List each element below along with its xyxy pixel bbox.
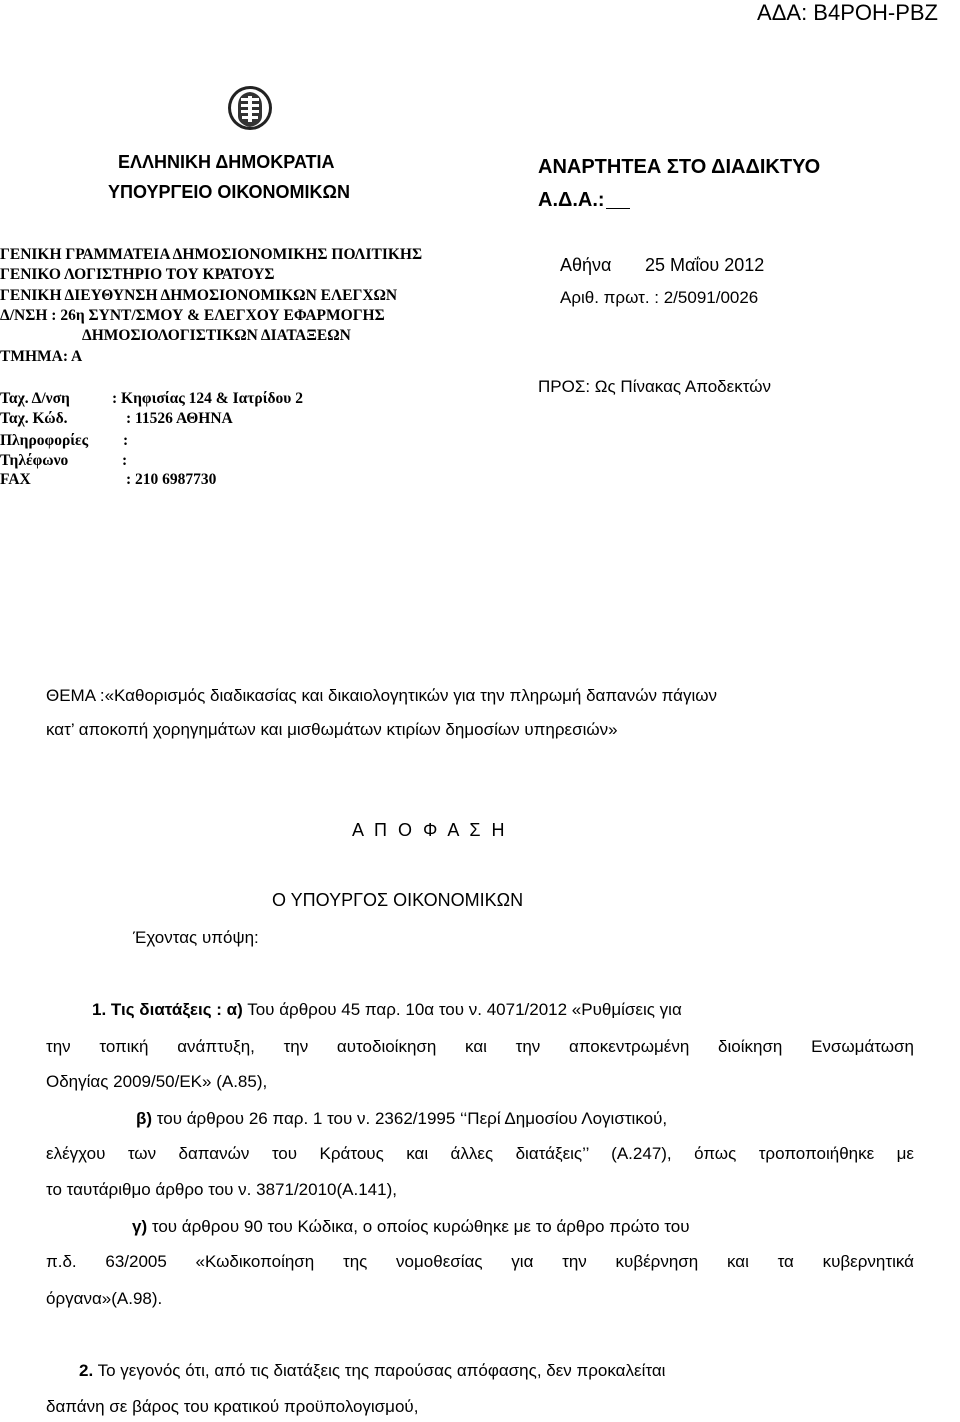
item-number: 2.: [79, 1361, 94, 1380]
ada-underline: [606, 208, 630, 209]
sub-item-marker: γ): [132, 1217, 148, 1236]
item-text: Το γεγονός ότι, από τις διατάξεις της παρούσας απόφασης, δεν προκαλείται: [97, 1361, 666, 1380]
item-text: του άρθρου 90 του Κώδικα, ο οποίος κυρώθηκε με το άρθρο πρώτο του: [151, 1217, 690, 1236]
considering-label: Έχοντας υπόψη:: [133, 928, 259, 947]
paragraph-line: Οδηγίας 2009/50/ΕΚ» (Α.85),: [46, 1072, 268, 1091]
item-text: Του άρθρου 45 παρ. 10α του ν. 4071/2012 «Ρυθμίσεις για: [247, 1000, 682, 1019]
ada-code: ΑΔΑ: Β4ΡΟΗ-ΡΒΖ: [757, 0, 938, 25]
paragraph-line: την τοπική ανάπτυξη, την αυτοδιοίκηση και την αποκεντρωμένη διοίκηση Ενσωμάτωση: [46, 1037, 914, 1056]
paragraph-line: το ταυτάριθμο άρθρο του ν. 3871/2010(Α.141),: [46, 1180, 397, 1199]
recipients: ΠΡΟΣ: Ως Πίνακας Αποδεκτών: [538, 377, 771, 396]
address-value: :: [122, 452, 128, 469]
address-value: : 11526 ΑΘΗΝΑ: [126, 410, 233, 427]
item-number: 1.: [92, 1000, 107, 1019]
decision-title: Α Π Ο Φ Α Σ Η: [352, 820, 508, 840]
date-value: 25 Μαΐου 2012: [645, 255, 765, 275]
paragraph-line: δαπάνη σε βάρος του κρατικού προϋπολογισμού,: [46, 1397, 419, 1416]
paragraph-line: π.δ. 63/2005 «Κωδικοποίηση της νομοθεσίας για την κυβέρνηση και τα κυβερνητικά: [46, 1252, 914, 1271]
date-place: Αθήνα: [560, 255, 612, 275]
header-line: ΓΕΝΙΚΗ ΓΡΑΜΜΑΤΕΙΑ ΔΗΜΟΣΙΟΝΟΜΙΚΗΣ ΠΟΛΙΤΙΚΗΣ: [0, 246, 423, 263]
address-value: : Κηφισίας 124 & Ιατρίδου 2: [112, 390, 303, 407]
header-line: ΓΕΝΙΚΗ ΔΙΕΥΘΥΝΣΗ ΔΗΜΟΣΙΟΝΟΜΙΚΩΝ ΕΛΕΓΧΩΝ: [0, 287, 398, 304]
header-line: ΤΜΗΜΑ: Α: [0, 348, 83, 365]
paragraph-line: [92, 1000, 914, 1020]
sub-item-marker: α): [226, 1000, 243, 1019]
address-label: Πληροφορίες: [0, 432, 89, 449]
address-row: [0, 452, 400, 472]
item-heading: Τις διατάξεις :: [110, 1000, 222, 1019]
address-row: [0, 410, 400, 430]
publish-notice: ΑΝΑΡΤΗΤΕΑ ΣΤΟ ΔΙΑΔΙΚΤΥΟ: [538, 156, 821, 178]
ministry-name: ΥΠΟΥΡΓΕΙΟ ΟΙΚΟΝΟΜΙΚΩΝ: [108, 182, 350, 202]
address-value: : 210 6987730: [126, 471, 217, 488]
greek-coat-of-arms-icon: [226, 84, 274, 132]
address-row: [0, 432, 400, 452]
sub-item-marker: β): [136, 1109, 153, 1128]
theme-line: κατ’ αποκοπή χορηγημάτων και μισθωμάτων κτιρίων δημοσίων υπηρεσιών»: [46, 720, 618, 739]
paragraph-line: [136, 1109, 914, 1129]
header-line: ΔΗΜΟΣΙΟΛΟΓΙΣΤΙΚΩΝ ΔΙΑΤΑΞΕΩΝ: [82, 327, 351, 344]
paragraph-line: [79, 1361, 914, 1381]
address-row: [0, 390, 400, 410]
header-line: Δ/ΝΣΗ : 26η ΣΥΝΤ/ΣΜΟΥ & ΕΛΕΓΧΟΥ ΕΦΑΡΜΟΓΗΣ: [0, 307, 385, 324]
theme-line: ΘΕΜΑ :«Καθορισμός διαδικασίας και δικαιολογητικών για την πληρωμή δαπανών πάγιων: [46, 686, 718, 705]
ada-label: Α.Δ.Α.:: [538, 189, 605, 211]
address-label: Τηλέφωνο: [0, 452, 69, 469]
header-line: ΓΕΝΙΚΟ ΛΟΓΙΣΤΗΡΙΟ ΤΟΥ ΚΡΑΤΟΥΣ: [0, 266, 275, 283]
address-value: :: [123, 432, 129, 449]
paragraph-line: ελέγχου των δαπανών του Κράτους και άλλες διατάξεις’’ (Α.247), όπως τροποποιήθηκε με: [46, 1144, 914, 1163]
minister-title: Ο ΥΠΟΥΡΓΟΣ ΟΙΚΟΝΟΜΙΚΩΝ: [272, 890, 524, 910]
item-text: του άρθρου 26 παρ. 1 του ν. 2362/1995 ‘‘Περί Δημοσίου Λογιστικού,: [156, 1109, 668, 1128]
protocol-number: Αριθ. πρωτ. : 2/5091/0026: [560, 288, 759, 307]
address-label: Ταχ. Δ/νση: [0, 390, 70, 407]
address-label: Ταχ. Κώδ.: [0, 410, 68, 427]
address-label: FAX: [0, 471, 31, 488]
address-row: [0, 471, 400, 491]
country-name: ΕΛΛΗΝΙΚΗ ΔΗΜΟΚΡΑΤΙΑ: [118, 152, 335, 172]
paragraph-line: όργανα»(Α.98).: [46, 1289, 163, 1308]
paragraph-line: [132, 1217, 914, 1237]
